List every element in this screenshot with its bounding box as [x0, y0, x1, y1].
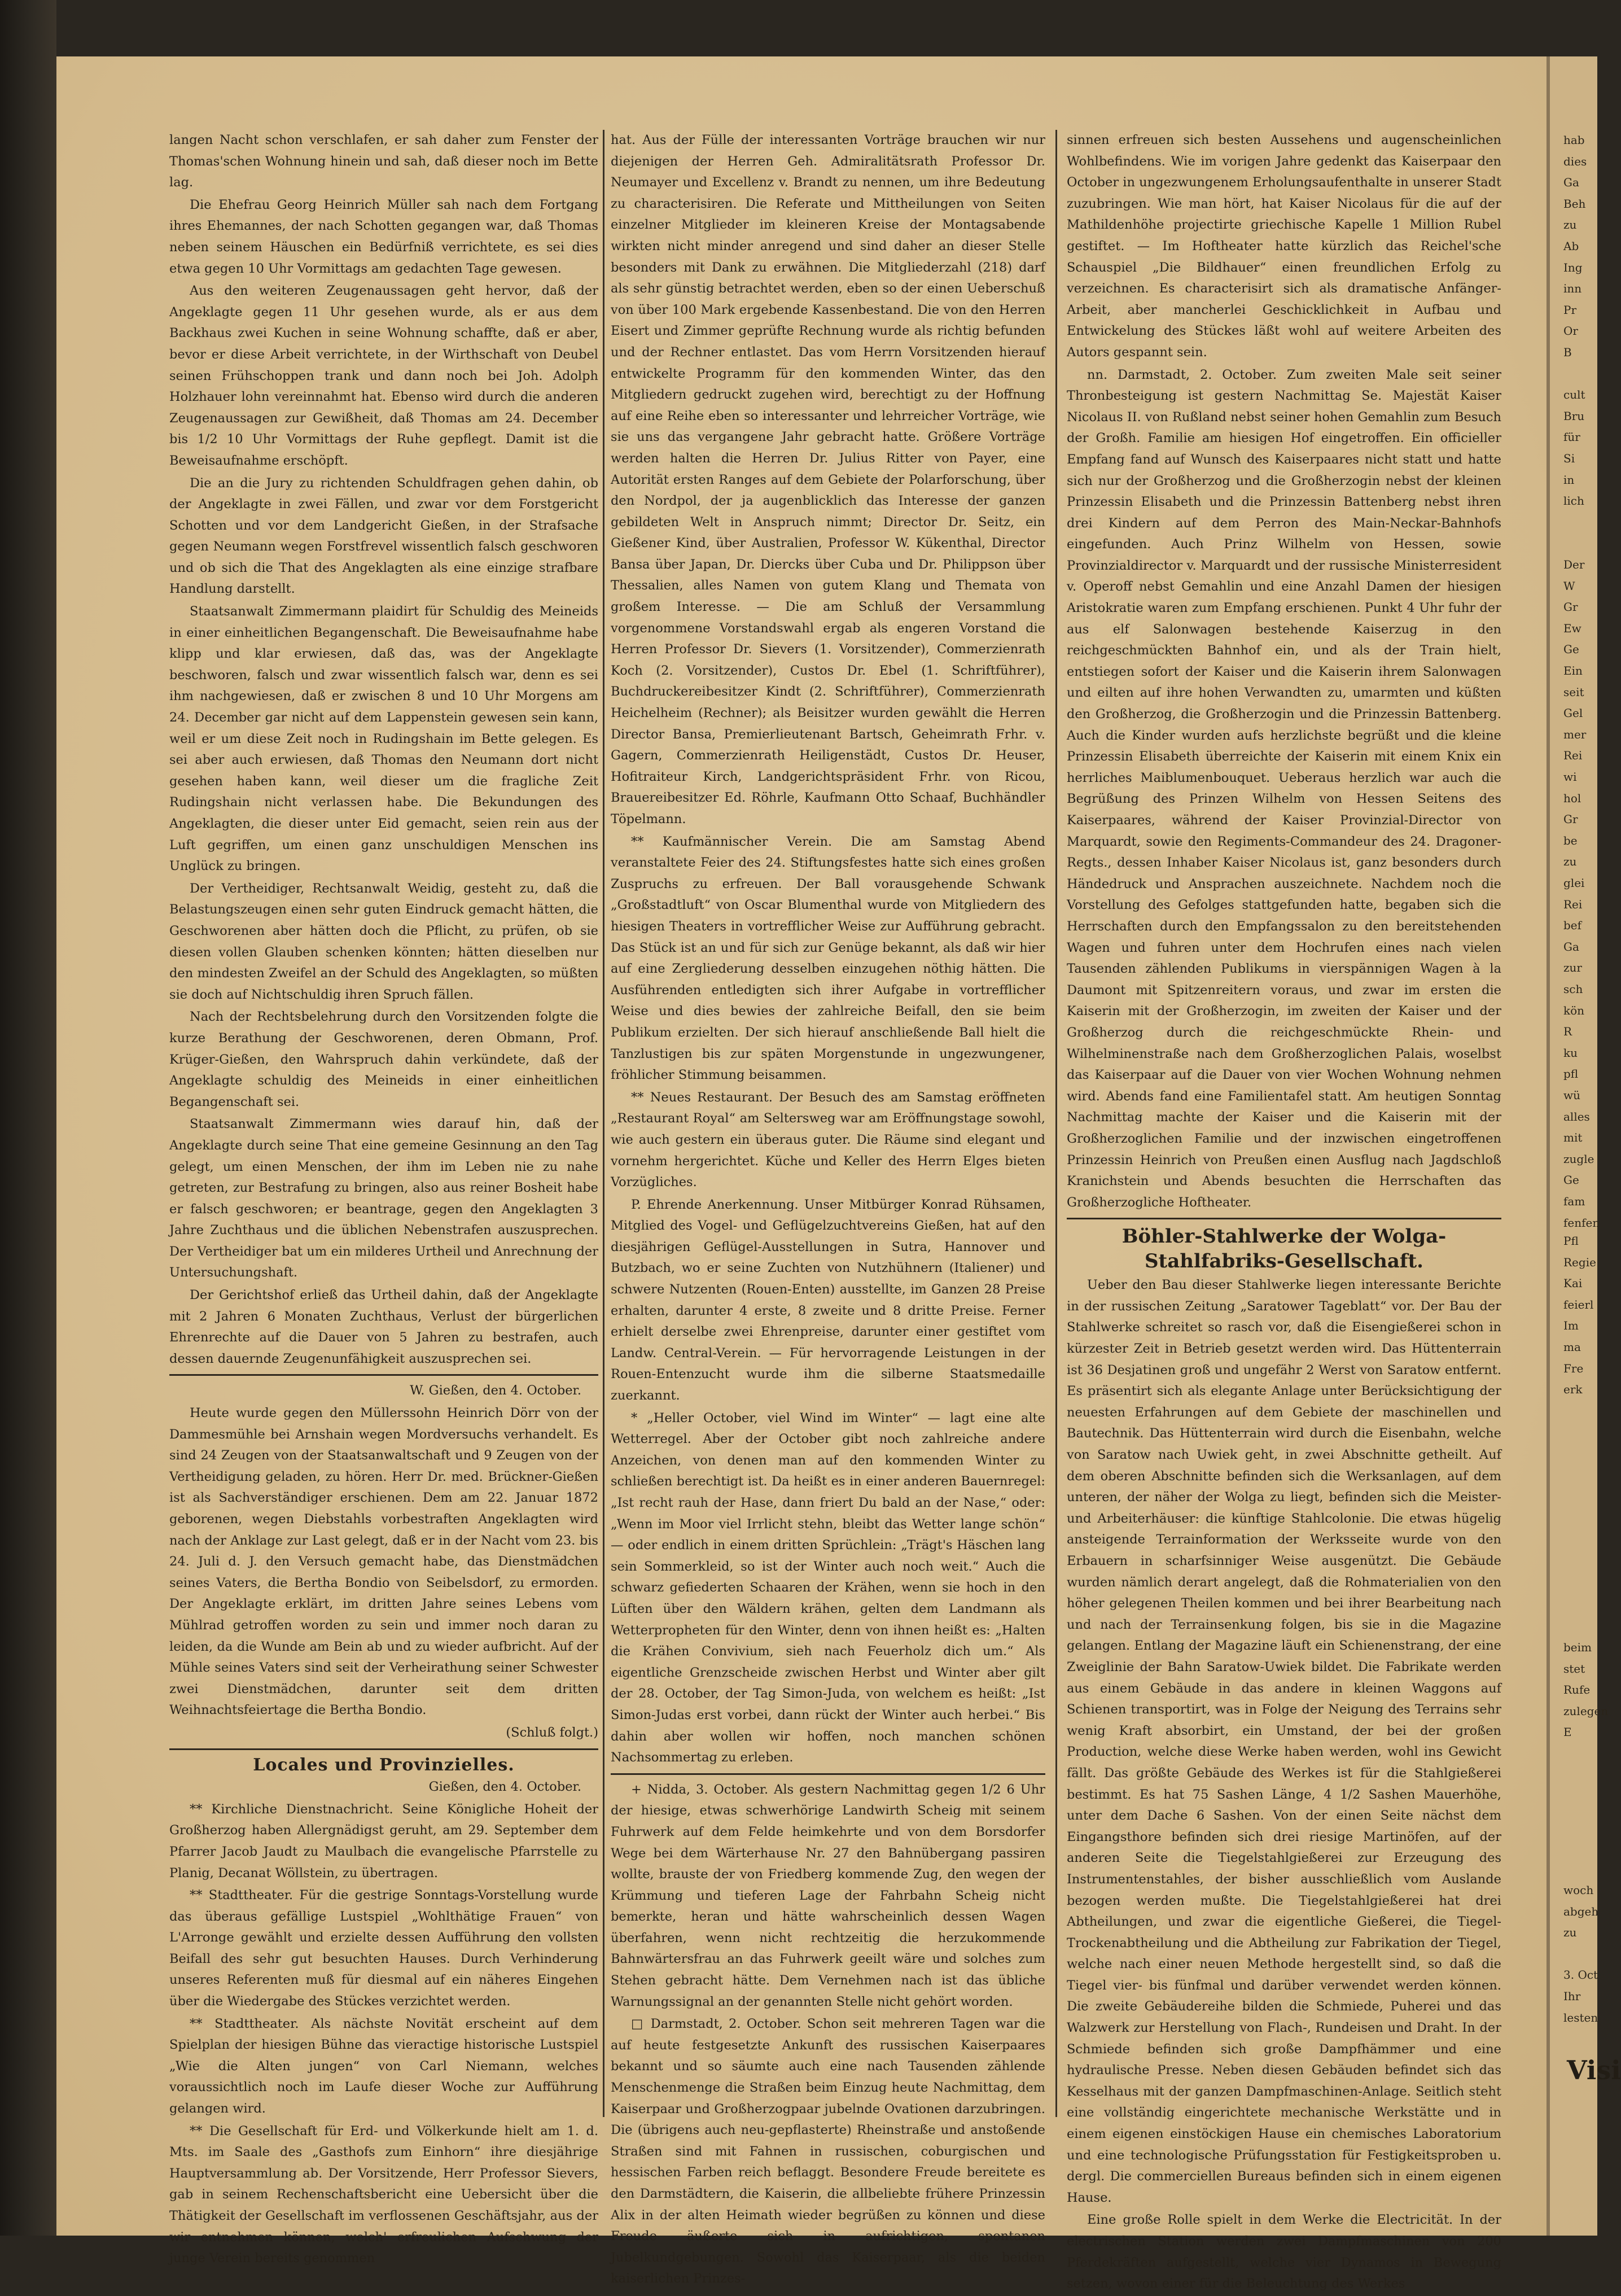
- edge-fragment: hab: [1563, 133, 1585, 147]
- edge-fragment: für: [1563, 430, 1580, 444]
- edge-fragment: E: [1563, 1725, 1572, 1739]
- article-paragraph: P. Ehrende Anerkennung. Unser Mitbürger Konrad Rühsamen, Mitglied des Vogel- und Geflügelzuchtvereins Gießen, hat auf den diesjährigen Geflügel-Ausstellungen in Sutra, Hannover und Butzbach, wo er seine Zuchten von Nutzhühnern (Italiener) und schwere Nutzenten (Rouen-Enten) ausstellte, im Ganzen 28 Preise erhalten, darunter 4 erste, 8 zweite und 8 dritte Preise. Ferner erhielt derselbe zwei Ehrenpreise, darunter einer gestiftet vom Landw. Central-Verein. — Für hervorragende Leistungen in der Rouen-Entenzucht wurde ihm die silberne Staatsmedaille zuerkannt.: [611, 1197, 1045, 1403]
- article-paragraph: Aus den weiteren Zeugenaussagen geht hervor, daß der Angeklagte gegen 11 Uhr gesehen wurde, als er aus dem Backhaus zwei Kuchen in seine Wohnung schaffte, daß er aber, bevor er diese Arbeit verrichtete, in der Wirthschaft von Deubel seinen Frühschoppen trank und dann noch bei Joh. Adolph Holzhauer lohn vereinnahmt hat. Ebenso wird durch die anderen Zeugenaussagen zur Gewißheit, daß Thomas am 24. December bis 1/2 10 Uhr Vormittags der Ruhe gepflegt. Damit ist die Beweisaufnahme erschöpft.: [169, 283, 598, 468]
- edge-fragment: W: [1563, 579, 1575, 593]
- article-paragraph: ** Stadttheater. Als nächste Novität erscheint auf dem Spielplan der hiesigen Bühne das vieractige historische Lustspiel „Wie die Alten jungen“ von Carl Niemann, welches voraussichtlich noch im Laufe dieser Woche zur Aufführung gelangen wird.: [169, 2016, 598, 2116]
- edge-fragment: dies: [1563, 154, 1587, 168]
- edge-fragment: Rufe: [1563, 1683, 1591, 1697]
- edge-fragment: Gr: [1563, 812, 1578, 826]
- edge-fragment: 3. Oct: [1563, 1968, 1598, 1982]
- column-middle: [611, 130, 1045, 2291]
- article-paragraph: + Nidda, 3. October. Als gestern Nachmittag gegen 1/2 6 Uhr der hiesige, etwas schwerhörige Landwirth Scheig mit seinem Fuhrwerk auf dem Felde heimkehrte und von dem Borsdorfer Wege bei dem Wärterhause Nr. 27 den Bahnübergang passiren wollte, brauste der von Friedberg kommende Zug, den wegen der Krümmung und tieferen Lage der Fahrbahn Scheig nicht bemerkte, heran und hätte wahrscheinlich dessen Wagen überfahren, wenn nicht rechtzeitig die herzukommende Bahnwärtersfrau an das Fuhrwerk geeilt wäre und solches zum Stehen gebracht hätte. Dem Vernehmen nach ist das übliche Warnungssignal an der genannten Stelle nicht gehört worden.: [611, 1782, 1045, 2009]
- edge-fragment: Fre: [1563, 1361, 1584, 1375]
- article-paragraph: sinnen erfreuen sich besten Aussehens und augenscheinlichen Wohlbefindens. Wie im vorigen Jahre gedenkt das Kaiserpaar den October in ungezwungenem Erholungsaufenthalte in unserer Stadt zuzubringen. Wie man hört, hat Kaiser Nicolaus für die auf der Mathildenhöhe projectirte griechische Kapelle 1 Million Rubel gestiftet. — Im Hoftheater hatte kürzlich das Reichel'sche Schauspiel „Die Bildhauer“ einen freundlichen Erfolg zu verzeichnen. Es characterisirt sich als dramatische Anfänger-Arbeit, aber mancherlei Geschicklichkeit in Aufbau und Entwickelung des Stückes läßt wohl auf weitere Arbeiten des Autors gespannt sein.: [1067, 133, 1501, 360]
- separator-rule: [1067, 1218, 1501, 1219]
- edge-fragment: bef: [1563, 919, 1582, 933]
- edge-fragment: ma: [1563, 1340, 1581, 1354]
- article-paragraph: Die Ehefrau Georg Heinrich Müller sah nach dem Fortgang ihres Ehemannes, der nach Schotten gegangen war, daß Thomas neben seinem Häuschen ein Bedürfniß verrichtete, es sei dies etwa gegen 10 Uhr Vormittags am gedachten Tage gewesen.: [169, 197, 598, 276]
- edge-fragment: fam: [1563, 1195, 1585, 1208]
- edge-fragment: sch: [1563, 982, 1583, 996]
- edge-fragment: Rei: [1563, 749, 1583, 763]
- edge-fragment: Ga: [1563, 176, 1579, 190]
- edge-fragment: seit: [1563, 685, 1584, 699]
- edge-fragment: Or: [1563, 324, 1578, 338]
- article-paragraph: Ueber den Bau dieser Stahlwerke liegen interessante Berichte in der russischen Zeitung „Saratower Tageblatt“ vor. Der Bau der Stahlwerke schreitet so rasch vor, daß die Eisengießerei schon in kürzester Zeit in Betrieb gesetzt werden wird. Das Hüttenterrain ist 36 Desjatinen groß und ungefähr 2 Werst von Saratow entfernt. Es präsentirt sich als elegante Anlage unter Berücksichtigung der neuesten Erfahrungen auf dem Gebiete der maschinellen und Bautechnik. Das Hüttenterrain wird durch die Eisenbahn, welche von Saratow nach Uwiek geht, in zwei Abschnitte getheilt. Auf dem oberen Abschnitte befinden sich die Werksanlagen, auf dem unteren, der näher der Wolga zu liegt, befinden sich die Meister- und Arbeiterhäuser: die künftige Stahlcolonie. Die etwas hügelig ansteigende Terrainformation der Werksseite wurde von den Erbauern in scharfsinniger Weise ausgenützt. Die Gebäude wurden nämlich derart angelegt, daß die Rohmaterialien von den höher gelegenen Theilen kommen und bei ihrer Bearbeitung nach und nach der Terrainsenkung folgen, bis sie in die Magazine gelangen. Entlang der Magazine läuft ein Schienenstrang, der eine Zweiglinie der Bahn Saratow-Uwiek bildet. Die Fabrikate werden aus einem Gebäude in das andere in kleinen Waggons auf Schienen transportirt, was in Folge der Neigung des Terrains sehr wenig Kraft absorbirt, ein Umstand, der bei der großen Production, welche diese Werke haben werden, wohl ins Gewicht fällt. Das größte Gebäude des Werkes ist für die Stahlgießerei bestimmt. Es hat 75 Sashen Länge, 4 1/2 Sashen Mauerhöhe, unter dem Dache 6 Sashen. Von der einen Seite nächst dem Eingangsthore befinden sich drei riesige Martinöfen, auf der anderen Seite die Tiegelstahlgießerei zur Erzeugung des Instrumentenstahles, der bisher ausschließlich vom Auslande bezogen werden mußte. Die Tiegelstahlgießerei hat drei Abtheilungen, und zwar die eigentliche Gießerei, die Tiegel-Trockenabtheilung und die Abtheilung zur Fabrikation der Tiegel, welche nach einer neuen Methode hergestellt sind, so daß die Tiegel vier- bis fünfmal und darüber verwendet werden können. Die zweite Gebäudereihe bilden die Schmiede, Puherei und das Walzwerk zur Herstellung von Flach-, Rundeisen und Draht. In der Schmiede befinden sich große Dampfhämmer und eine hydraulische Presse. Neben diesen Gebäuden befindet sich das Kesselhaus mit der ganzen Dampfmaschinen-Anlage. Seitlich steht eine vollständig eingerichtete mechanische Werkstätte und in einem eigenen einstöckigen Hause ein chemisches Laboratorium und eine technologische Prüfungsstation für Festigkeitsproben u. dergl. Die commerciellen Bureaus befinden sich in einem eigenen Hause.: [1067, 1278, 1501, 2205]
- article-paragraph: Staatsanwalt Zimmermann plaidirt für Schuldig des Meineids in einer einheitlichen Begangenschaft. Die Beweisaufnahme habe klipp und klar erwiesen, daß das, was der Angeklagte beschworen, falsch und zwar wissentlich falsch war, denn es sei ihm nachgewiesen, daß er zwischen 8 und 10 Uhr Morgens am 24. December gar nicht auf dem Lappenstein gewesen sein kann, weil er um diese Zeit noch in Rudingshain im Bette gelegen. Es sei aber auch erwiesen, daß Thomas den Neumann dort nicht gesehen haben kann, weil dieser um die fragliche Zeit Rudingshain nicht verlassen habe. Die Bekundungen des Angeklagten, die dieser unter Eid gemacht, seien rein aus der Luft gegriffen, um einen ganz unschuldigen Menschen ins Unglück zu bringen.: [169, 604, 598, 874]
- edge-fragment: Beh: [1563, 196, 1586, 211]
- column-rule: [1055, 130, 1057, 2117]
- edge-fragment: B: [1563, 346, 1572, 359]
- edge-fragment: Ein: [1563, 664, 1583, 677]
- edge-fragment: Ew: [1563, 621, 1581, 635]
- article-paragraph: Eine große Rolle spielt in dem Werke die Electricität. In der electrischen Station werden zwei Dampfmaschinen von 200 Pferdekräften aufgestellt, welche vier Dynamos in Bewegung setzen, wovon einer für die Beleuchtung des Werkes: [1067, 2212, 1501, 2291]
- column-rule: [603, 130, 604, 2117]
- separator-rule: [169, 1374, 598, 1376]
- edge-fragment: Der: [1563, 558, 1585, 571]
- edge-fragment: stet: [1563, 1661, 1585, 1676]
- edge-fragment: Rei: [1563, 897, 1583, 911]
- edge-fragment: erk: [1563, 1383, 1583, 1397]
- edge-fragment: Ge: [1563, 642, 1579, 657]
- edge-fragment: Si: [1563, 452, 1575, 465]
- article-paragraph: hat. Aus der Fülle der interessanten Vorträge brauchen wir nur diejenigen der Herren Geh. Admiralitätsrath Professor Dr. Neumayer und Excellenz v. Brandt zu nennen, um ihre Bedeutung zu characterisiren. Die Referate und Mittheilungen von Seiten einzelner Mitglieder im kleineren Kreise der Montagsabende wirkten nicht minder anregend und sind daher an dieser Stelle besonders mit Dank zu erwähnen. Die Mitgliederzahl (218) darf als sehr günstig betrachtet werden, eben so der einen Ueberschuß von über 100 Mark ergebende Kassenbestand. Die von den Herren Eisert und Zimmer geprüfte Rechnung wurde als richtig befunden und der Rechner entlastet. Das vom Herrn Vorsitzenden hierauf entwickelte Programm für den kommenden Winter, das den Mitgliedern gedruckt zugehen wird, berechtigt zu der Hoffnung auf eine Reihe eben so interessanter und lehrreicher Vorträge, wie sie uns das vergangene Jahr gebracht hatte. Größere Vorträge werden halten die Herren Dr. Julius Ritter von Payer, eine Autorität ersten Ranges auf dem Gebiete der Polarforschung, über den Nordpol, der ja augenblicklich das Interesse der ganzen gebildeten Welt in Anspruch nimmt; Director Dr. Seitz, ein Gießener Kind, über Australien, Professor W. Kükenthal, Director Bansa über Japan, Dr. Diercks über Cuba und Dr. Philippson über Thessalien, alles Namen von gutem Klang und Themata von großem Interesse. — Die am Schluß der Versammlung vorgenommene Vorstandswahl ergab als engeren Vorstand die Herren Professor Dr. Sievers (1. Vorsitzender), Commerzienrath Koch (2. Vorsitzender), Custos Dr. Ebel (1. Schriftführer), Buchdruckereibesitzer Kindt (2. Schriftführer), Commerzienrath Heichelheim (Rechner); als Beisitzer wurden gewählt die Herren Director Bansa, Premierlieutenant Bartsch, Geheimrath Frhr. v. Gagern, Commerzienrath Heiligenstädt, Custos Dr. Heuser, Hofitraiteur Kirch, Landgerichtspräsident Frhr. von Ricou, Brauereibesitzer Ed. Röhrle, Kaufmann Otto Schaaf, Buchhändler Töpelmann.: [611, 133, 1045, 826]
- edge-fragment: Gel: [1563, 706, 1583, 720]
- article-paragraph: langen Nacht schon verschlafen, er sah daher zum Fenster der Thomas'schen Wohnung hinein und sah, daß dieser noch im Bette lag.: [169, 133, 598, 190]
- edge-fragment: lesten: [1563, 2010, 1598, 2024]
- edge-fragment: zur: [1563, 961, 1582, 975]
- edge-fragment: Ab: [1563, 239, 1579, 253]
- edge-fragment: ku: [1563, 1046, 1578, 1060]
- article-paragraph: * „Heller October, viel Wind im Winter“ — lagt eine alte Wetterregel. Aber der October gibt noch zahlreiche andere Anzeichen, von denen man auf den kommenden Winter zu schließen berechtigt ist. Da heißt es in einer anderen Bauernregel: „Ist recht rauh der Hase, dann friert Du bald an der Nase,“ oder: „Wenn im Moor viel Irrlicht stehn, bleibt das Wetter lange schön“ — oder endlich in einem dritten Sprüchlein: „Trägt's Häschen lang sein Sommerkleid, so ist der Winter auch noch weit.“ Auch die schwarz gefiederten Schaaren der Krähen, wenn sie hoch in den Lüften über den Wäldern krähen, gelten dem Landmann als Wetterpropheten für den Winter, denn von ihnen heißt es: „Halten die Krähen Convivium, sieh nach Feuerholz dich um.“ Als eigentliche Grenzscheide zwischen Herbst und Winter aber gilt der 28. October, der Tag Simon-Juda, von welchem es heißt: „Ist Simon-Judas erst vorbei, dann rückt der Winter auch herbei.“ Bis dahin aber wollen wir hoffen, noch manchen schönen Nachsommertag zu erleben.: [611, 1410, 1045, 1765]
- edge-fragment: hol: [1563, 791, 1581, 805]
- edge-fragment: zu: [1563, 218, 1577, 232]
- edge-fragment: Pfl: [1563, 1234, 1579, 1248]
- edge-fragment: fenfen: [1563, 1215, 1600, 1230]
- continuation-note: (Schluß folgt.): [506, 1725, 598, 1740]
- edge-fragment: cult: [1563, 388, 1585, 402]
- article-paragraph: ** Kaufmännischer Verein. Die am Samstag Abend veranstaltete Feier des 24. Stiftungsfestes hatte sich eines großen Zuspruchs zu erfreuen. Der Ball vorausgehende Schwank „Großstadtluft“ von Oscar Blumenthal wurde von Mitgliedern des hiesigen Theaters in vortrefflicher Weise zur Aufführung gebracht. Das Stück ist an und für sich zur Genüge bekannt, als daß wir hier auf eine Zergliederung desselben einzugehen nöthig hätten. Die Ausführenden entledigten sich ihrer Aufgabe in vortrefflicher Weise und dies bewies der zahlreiche Beifall, den sie beim Publikum erzielten. Der sich hierauf anschließende Ball hielt die Tanzlustigen bis zur späten Morgenstunde in ungezwungener, fröhlicher Stimmung beisammen.: [611, 834, 1045, 1083]
- article-headline: Böhler-Stahlwerke der Wolga-Stahlfabriks-Gesellschaft.: [1121, 1225, 1447, 1273]
- section-heading: Locales und Provinzielles.: [253, 1755, 515, 1775]
- edge-fragment: wü: [1563, 1088, 1580, 1102]
- article-paragraph: Der Gerichtshof erließ das Urtheil dahin, daß der Angeklagte mit 2 Jahren 6 Monaten Zuchthaus, Verlust der bürgerlichen Ehrenrechte auf die Dauer von 5 Jahren zu bestrafen, auch dessen dauernde Zeugenunfähigkeit auszusprechen sei.: [169, 1288, 598, 1366]
- edge-fragment: Gr: [1563, 600, 1578, 614]
- edge-fragment: Ge: [1563, 1173, 1579, 1187]
- article-paragraph: □ Darmstadt, 2. October. Schon seit mehreren Tagen war die auf heute festgesetzte Ankunft des russischen Kaiserpaares bekannt und so säumte auch eine nach Tausenden zählende Menschenmenge die Straßen beim Einzug heute Nachmittag, dem Kaiserpaar und Großherzogpaar jubelnde Ovationen darzubringen. Die (übrigens auch neu-gepflasterte) Rheinstraße und anstoßende Straßen sind mit Fahnen in russischen, coburgischen und hessischen Farben reich beflaggt. Besondere Freude bereitete es den Darmstädtern, die Kaiserin, die allbeliebte frühere Prinzessin Alix in der alten Heimath wieder begrüßen zu können und diese Freude äußerte sich in aufrichtigen, spontanen Jubelkundgebungen. Sowohl das Kaiserpaar, als die beiden kaiserlichen Prinzes-: [611, 2017, 1045, 2286]
- edge-fragment: Bru: [1563, 409, 1585, 423]
- edge-fragment: in: [1563, 473, 1575, 487]
- edge-fragment: alles: [1563, 1109, 1590, 1123]
- edge-fragment: Regie: [1563, 1255, 1596, 1269]
- dateline: Gießen, den 4. October.: [428, 1779, 581, 1795]
- article-paragraph: Nach der Rechtsbelehrung durch den Vorsitzenden folgte die kurze Berathung der Geschworenen, deren Obmann, Prof. Krüger-Gießen, den Wahrspruch dahin verkündete, daß der Angeklagte schuldig des Meineids in einer einheitlichen Begangenschaft sei.: [169, 1009, 598, 1109]
- article-paragraph: ** Die Gesellschaft für Erd- und Völkerkunde hielt am 1. d. Mts. im Saale des „Gasthofs zum Einhorn“ ihre diesjährige Hauptversammlung ab. Der Vorsitzende, Herr Professor Sievers, gab in seinem Rechenschaftsbericht eine Uebersicht über die Thätigkeit der Gesellschaft im verflossenen Geschäftsjahr, aus der wir entnehmen können, welch' erfreulichen Aufschwung der junge Verein bereits genommen: [169, 2123, 598, 2266]
- edge-fragment: Kai: [1563, 1276, 1583, 1291]
- edge-fragment: Ihr: [1563, 1989, 1581, 2003]
- article-paragraph: nn. Darmstadt, 2. October. Zum zweiten Male seit seiner Thronbesteigung ist gestern Nachmittag Se. Majestät Kaiser Nicolaus II. von Rußland nebst seiner hohen Gemahlin zum Besuch der Großh. Familie am hiesigen Hof eingetroffen. Ein officieller Empfang fand auf Wunsch des Kaiserpaares nicht statt und hatte sich nur der Großherzog und die Großherzogin nebst der kleinen Prinzessin Elisabeth und die Prinzessin Battenberg nebst ihren drei Kindern auf dem Perron des Main-Neckar-Bahnhofs eingefunden. Auch Prinz Wilhelm von Hessen, sowie Provinzialdirector v. Marquardt und der russische Ministerresident v. Operoff nebst Gemahlin und eine Anzahl Damen der hiesigen Aristokratie waren zum Empfang erschienen. Punkt 4 Uhr fuhr der aus elf Salonwagen bestehende Kaiserzug in den reichgeschmückten Bahnhof ein, und als der Train hielt, entstiegen sofort der Kaiser und die Kaiserin ihrem Salonwagen und eilten auf ihre hohen Verwandten zu, umarmten und küßten den Großherzog, die Großherzogin und die Prinzessin Battenberg. Auch die Kinder wurden aufs herzlichste begrüßt und die kleine Prinzessin Elisabeth überreichte der Kaiserin mit einem Knix ein herrliches Maiblumenbouquet. Ueberaus herzlich war auch die Begrüßung des Prinzen Wilhelm von Hessen Seitens des Kaiserpaares, während der Kaiser Provinzial-Director von Marquardt, sowie den Regiments-Commandeur des 24. Dragoner-Regts., dessen Inhaber Kaiser Nicolaus ist, ganz besonders durch Händedruck und Ansprachen auszeichnete. Nachdem noch die Vorstellung des Gefolges stattgefunden hatte, begaben sich die Herrschaften durch den Empfangssalon zu den bereitstehenden Wagen und fuhren unter dem Hochrufen eines nach vielen Tausenden zählenden Publikums in vierspännigen Wagen à la Daumont mit Spitzenreitern voraus, und zwar im ersten die Kaiserin mit der Großherzogin, im zweiten der Kaiser und der Großherzog durch die reichgeschmückte Rhein- und Wilhelminenstraße nach dem Großherzoglichen Palais, woselbst das Kaiserpaar auf die Dauer von vier Wochen Wohnung nehmen wird. Abends fand eine Familientafel statt. Am heutigen Sonntag Nachmittag machte der Kaiser und die Kaiserin mit der Großherzoglichen Familie und der inzwischen eingetroffenen Prinzessin Heinrich von Preußen einen Ausflug nach Jagdschloß Kranichstein und Abends besuchten die Herrschaften das Großherzogliche Hoftheater.: [1067, 367, 1501, 1210]
- edge-fragment: abgeh: [1563, 1904, 1599, 1918]
- edge-fragment: beim: [1563, 1641, 1592, 1654]
- edge-fragment: glei: [1563, 876, 1585, 890]
- article-paragraph: Staatsanwalt Zimmermann wies darauf hin, daß der Angeklagte durch seine That eine gemeine Gesinnung an den Tag gelegt, um einen Menschen, der ihm im Leben nie zu nahe getreten, zur Bestrafung zu bringen, also aus reiner Bosheit habe er falsch geschworen; er beantrage, gegen den Angeklagten 3 Jahre Zuchthaus und die üblichen Nebenstrafen auszusprechen. Der Vertheidiger bat um ein milderes Urtheil und Anrechnung der Untersuchungshaft.: [169, 1117, 598, 1280]
- adjacent-page-headline-fragment: Visi: [1567, 2055, 1621, 2085]
- article-paragraph: ** Neues Restaurant. Der Besuch des am Samstag eröffneten „Restaurant Royal“ am Seltersweg war am Eröffnungstage sowohl, wie auch gestern ein überaus guter. Die Räume sind elegant und vornehm hergerichtet. Küche und Keller des Herrn Elges bieten Vorzügliches.: [611, 1090, 1045, 1190]
- edge-fragment: mit: [1563, 1131, 1583, 1145]
- scan-binding-edge: [0, 0, 56, 2236]
- edge-fragment: inn: [1563, 282, 1582, 296]
- edge-fragment: zugle: [1563, 1152, 1594, 1166]
- edge-fragment: Ga: [1563, 939, 1579, 954]
- edge-fragment: zu: [1563, 1926, 1577, 1940]
- edge-fragment: kön: [1563, 1003, 1585, 1017]
- column-right: [1067, 130, 1501, 2296]
- edge-fragment: Pr: [1563, 303, 1577, 317]
- article-paragraph: Die an die Jury zu richtenden Schuldfragen gehen dahin, ob der Angeklagte in zwei Fällen, und zwar vor dem Forstgericht Schotten und vor dem Landgericht Gießen, in der Strafsache gegen Neumann wegen Forstfrevel wissentlich falsch geschworen und ob sich die That des Angeklagten als eine einzige strafbare Handlung darstellt.: [169, 475, 598, 597]
- edge-fragment: woch: [1563, 1883, 1594, 1897]
- article-paragraph: ** Stadttheater. Für die gestrige Sonntags-Vorstellung wurde das überaus gefällige Lustspiel „Wohlthätige Frauen“ von L'Arronge gewählt und erzielte dessen Aufführung den vollsten Beifall des sehr gut besuchten Hauses. Durch Verhinderung unseres Referenten muß für diesmal auf ein näheres Eingehen über die Wiedergabe des Stückes verzichtet werden.: [169, 1888, 598, 2009]
- edge-fragment: pfl: [1563, 1067, 1579, 1081]
- edge-fragment: R: [1563, 1025, 1572, 1039]
- edge-fragment: Im: [1563, 1319, 1579, 1333]
- edge-fragment: zulegen: [1563, 1704, 1609, 1718]
- article-paragraph: Heute wurde gegen den Müllerssohn Heinrich Dörr von der Dammesmühle bei Arnshain wegen Mordversuchs verhandelt. Es sind 24 Zeugen von der Staatsanwaltschaft und 9 Zeugen von der Vertheidigung geladen, zu hören. Herr Dr. med. Brückner-Gießen ist als Sachverständiger erschienen. Dem am 22. Januar 1872 geborenen, wegen Diebstahls vorbestraften Angeklagten wird nach der Anklage zur Last gelegt, daß er in der Nacht vom 23. bis 24. Juli d. J. den Versuch gemacht habe, das Dienstmädchen seines Vaters, die Bertha Bondio von Seibelsdorf, zu ermorden. Der Angeklagte erklärt, im dritten Jahre seines Lebens vom Mühlrad getroffen worden zu sein und immer noch daran zu leiden, da die Wunde am Bein ab und zu wieder aufbricht. Auf der Mühle seines Vaters sind seit der Verheirathung seiner Schwester zwei Dienstmädchen, darunter seit dem dritten Weihnachtsfeiertage die Bertha Bondio.: [169, 1406, 598, 1718]
- edge-fragment: lich: [1563, 494, 1584, 508]
- edge-fragment: wi: [1563, 770, 1577, 784]
- column-left: [169, 130, 598, 2271]
- edge-fragment: zu: [1563, 855, 1577, 869]
- article-paragraph: Der Vertheidiger, Rechtsanwalt Weidig, gesteht zu, daß die Belastungszeugen einen sehr guten Eindruck gemacht hätten, die Geschworenen aber hätten doch die Pflicht, zu prüfen, ob sie diesen vollen Glauben schenken könnten; hätten dieselben nur den mindesten Zweifel an der Schuld des Angeklagten, so müßten sie doch auf Nichtschuldig ihren Spruch fällen.: [169, 881, 598, 1002]
- edge-fragment: be: [1563, 833, 1578, 847]
- edge-fragment: Ing: [1563, 260, 1583, 274]
- dateline: W. Gießen, den 4. October.: [410, 1383, 581, 1398]
- edge-fragment: mer: [1563, 727, 1587, 741]
- separator-rule: [169, 1748, 598, 1750]
- article-paragraph: ** Kirchliche Dienstnachricht. Seine Königliche Hoheit der Großherzog haben Allergnädigst geruht, am 29. September dem Pfarrer Jacob Jaudt zu Maulbach die evangelische Pfarrstelle zu Planig, Decanat Wöllstein, zu übertragen.: [169, 1801, 598, 1880]
- edge-fragment: feierl: [1563, 1297, 1594, 1311]
- separator-rule: [611, 1773, 1045, 1775]
